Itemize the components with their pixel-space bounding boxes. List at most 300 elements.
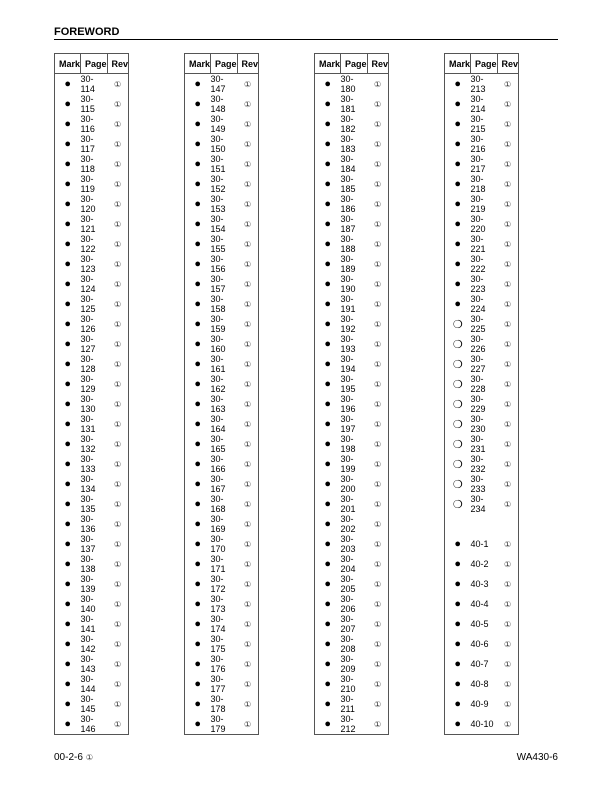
page-cell: 30-162	[210, 374, 226, 394]
mark-cell: ●	[454, 678, 462, 690]
rev-cell: ①	[243, 379, 252, 389]
mark-cell: ●	[194, 378, 202, 390]
mark-cell: ●	[194, 498, 202, 510]
table-row	[185, 654, 259, 674]
rev-cell: ①	[243, 259, 252, 269]
page-cell: 30-126	[80, 314, 96, 334]
rev-cell: ①	[503, 699, 512, 709]
page-cell: 30-206	[340, 594, 356, 614]
rev-cell: ①	[373, 159, 382, 169]
page-cell: 30-135	[80, 494, 96, 514]
page-number: 00-2-6	[54, 752, 83, 763]
page-cell: 30-150	[210, 134, 226, 154]
rev-cell: ①	[503, 239, 512, 249]
page-cell: 30-165	[210, 434, 226, 454]
rev-cell: ①	[113, 259, 122, 269]
mark-cell: ●	[324, 578, 332, 590]
page-cell: 30-122	[80, 234, 96, 254]
table-row	[315, 174, 389, 194]
rev-cell: ①	[113, 159, 122, 169]
table-row	[185, 74, 259, 95]
rev-cell: ①	[113, 379, 122, 389]
mark-cell: ●	[64, 478, 72, 490]
mark-cell: ●	[324, 98, 332, 110]
page-title: FOREWORD	[54, 26, 120, 38]
table-row	[55, 454, 129, 474]
page-cell: 30-163	[210, 394, 226, 414]
rev-cell: ①	[373, 699, 382, 709]
rev-cell: ①	[373, 459, 382, 469]
table-row	[445, 214, 519, 234]
mark-cell: ●	[64, 198, 72, 210]
page-cell: 30-187	[340, 214, 356, 234]
footer-page-number	[54, 752, 93, 763]
page-cell: 30-211	[340, 694, 355, 714]
mark-cell: ●	[64, 438, 72, 450]
table-row	[445, 334, 519, 354]
mark-cell: ●	[194, 238, 202, 250]
mark-cell: ●	[64, 218, 72, 230]
mark-cell: ●	[324, 118, 332, 130]
rev-cell: ①	[243, 479, 252, 489]
rev-cell: ①	[503, 679, 512, 689]
table-row	[185, 394, 259, 414]
mark-cell: ●	[324, 258, 332, 270]
mark-cell: ●	[454, 258, 462, 270]
rev-cell: ①	[503, 619, 512, 629]
col-header-page: Page	[471, 54, 498, 74]
table-row	[185, 414, 259, 434]
table-row	[55, 554, 129, 574]
mark-cell: ●	[324, 378, 332, 390]
mark-cell: ●	[324, 498, 332, 510]
page-cell: 30-229	[470, 394, 486, 414]
rev-cell: ①	[243, 579, 252, 589]
rev-cell	[497, 514, 519, 534]
page-cell: 30-115	[80, 94, 95, 114]
rev-cell: ①	[503, 79, 512, 89]
table-row	[445, 454, 519, 474]
table-row	[55, 694, 129, 714]
mark-cell	[445, 514, 471, 534]
mark-cell: ●	[194, 138, 202, 150]
mark-cell: ●	[64, 698, 72, 710]
table-row	[55, 394, 129, 414]
page-cell: 30-158	[210, 294, 226, 314]
rev-cell: ①	[243, 499, 252, 509]
rev-cell: ①	[503, 599, 512, 609]
page-cell: 30-214	[470, 94, 486, 114]
rev-cell: ①	[243, 279, 252, 289]
table-row	[55, 74, 129, 95]
mark-cell: ●	[64, 358, 72, 370]
page-cell: 30-142	[80, 634, 96, 654]
mark-cell: ●	[324, 438, 332, 450]
rev-cell: ①	[503, 179, 512, 189]
table-row	[55, 474, 129, 494]
page-cell: 30-216	[470, 134, 486, 154]
rev-cell: ①	[113, 599, 122, 609]
rev-cell: ①	[113, 399, 122, 409]
col-header-page: Page	[341, 54, 368, 74]
mark-cell: ●	[324, 558, 332, 570]
page-cell: 30-204	[340, 554, 356, 574]
mark-cell: ❍	[452, 398, 463, 411]
table-row	[55, 154, 129, 174]
page-cell: 30-155	[210, 234, 226, 254]
page-cell: 30-184	[340, 154, 356, 174]
table-row	[315, 474, 389, 494]
mark-cell: ●	[454, 598, 462, 610]
rev-cell: ①	[503, 379, 512, 389]
page-cell: 30-207	[340, 614, 356, 634]
table-row	[185, 474, 259, 494]
mark-cell: ●	[454, 98, 462, 110]
table-row	[55, 254, 129, 274]
table-row	[445, 314, 519, 334]
page-cell: 30-198	[340, 434, 356, 454]
table-row	[315, 434, 389, 454]
table-row	[185, 314, 259, 334]
table-row	[55, 514, 129, 534]
page-cell: 30-199	[340, 454, 356, 474]
page-cell: 30-221	[470, 234, 486, 254]
table-row	[55, 294, 129, 314]
mark-cell: ●	[324, 398, 332, 410]
table-row	[445, 194, 519, 214]
page-cell: 30-138	[80, 554, 96, 574]
page-cell: 30-179	[210, 714, 226, 734]
mark-cell: ❍	[452, 418, 463, 431]
index-table-2	[184, 53, 259, 735]
page-cell: 30-175	[210, 634, 226, 654]
mark-cell: ●	[324, 678, 332, 690]
page-cell: 30-180	[340, 74, 356, 94]
page-cell: 30-157	[210, 274, 226, 294]
table-row	[315, 694, 389, 714]
rev-cell: ①	[243, 519, 252, 529]
page-cell: 30-195	[340, 374, 356, 394]
mark-cell: ●	[64, 238, 72, 250]
page-cell: 30-118	[80, 154, 95, 174]
mark-cell: ●	[454, 118, 462, 130]
page-cell: 30-225	[470, 314, 486, 334]
rev-cell: ①	[113, 139, 122, 149]
mark-cell: ●	[194, 98, 202, 110]
mark-cell: ●	[324, 218, 332, 230]
page-cell: 30-208	[340, 634, 356, 654]
mark-cell: ●	[194, 678, 202, 690]
page-cell: 30-120	[80, 194, 96, 214]
mark-cell: ●	[324, 78, 332, 90]
page-cell: 30-171	[210, 554, 226, 574]
mark-cell: ●	[194, 218, 202, 230]
table-row	[185, 134, 259, 154]
rev-cell: ①	[113, 659, 122, 669]
mark-cell: ●	[454, 658, 462, 670]
rev-cell: ①	[113, 79, 122, 89]
rev-cell: ①	[113, 99, 122, 109]
rev-cell: ①	[243, 539, 252, 549]
mark-cell: ●	[324, 618, 332, 630]
table-row	[315, 354, 389, 374]
rev-cell: ①	[113, 219, 122, 229]
rev-cell: ①	[373, 259, 382, 269]
mark-cell: ●	[194, 438, 202, 450]
rev-cell: ①	[243, 219, 252, 229]
mark-cell: ●	[454, 578, 462, 590]
rev-cell: ①	[243, 399, 252, 409]
rev-cell: ①	[243, 179, 252, 189]
page-cell: 30-230	[470, 414, 486, 434]
table-row	[445, 354, 519, 374]
page-cell: 30-191	[340, 294, 356, 314]
mark-cell: ❍	[452, 458, 463, 471]
mark-cell: ●	[194, 78, 202, 90]
page-cell: 30-193	[340, 334, 356, 354]
table-row	[185, 294, 259, 314]
page-cell: 40-1	[470, 539, 489, 549]
page-cell: 30-146	[80, 714, 96, 734]
page-cell: 30-140	[80, 594, 96, 614]
mark-cell: ●	[194, 518, 202, 530]
rev-cell: ①	[373, 99, 382, 109]
rev-cell: ①	[243, 239, 252, 249]
page-cell: 30-132	[80, 434, 96, 454]
page-cell: 30-153	[210, 194, 226, 214]
col-header-page: Page	[211, 54, 238, 74]
page-cell: 30-192	[340, 314, 356, 334]
page-cell: 30-161	[210, 354, 226, 374]
rev-cell: ①	[113, 559, 122, 569]
col-header-mark: Mark	[445, 54, 471, 74]
mark-cell: ●	[454, 138, 462, 150]
table-row	[315, 654, 389, 674]
table-row	[315, 314, 389, 334]
table-row	[55, 574, 129, 594]
mark-cell: ●	[64, 578, 72, 590]
rev-cell: ①	[503, 659, 512, 669]
table-row	[55, 374, 129, 394]
mark-cell: ●	[324, 278, 332, 290]
mark-cell: ●	[324, 178, 332, 190]
table-row	[445, 394, 519, 414]
table-row	[185, 714, 259, 735]
rev-cell: ①	[113, 179, 122, 189]
table-row	[185, 154, 259, 174]
rev-cell: ①	[373, 439, 382, 449]
page-cell: 30-152	[210, 174, 226, 194]
mark-cell: ●	[454, 178, 462, 190]
page-cell: 30-174	[210, 614, 226, 634]
rev-cell: ①	[503, 579, 512, 589]
page-cell: 30-232	[470, 454, 486, 474]
rev-cell: ①	[373, 119, 382, 129]
rev-cell: ①	[503, 419, 512, 429]
mark-cell: ❍	[452, 498, 463, 511]
rev-cell: ①	[243, 79, 252, 89]
table-row	[445, 154, 519, 174]
rev-cell: ①	[373, 279, 382, 289]
rev-cell: ①	[373, 379, 382, 389]
mark-cell: ●	[64, 258, 72, 270]
mark-cell: ●	[194, 598, 202, 610]
page-cell: 30-167	[210, 474, 226, 494]
mark-cell: ●	[194, 478, 202, 490]
table-row	[185, 94, 259, 114]
mark-cell: ●	[454, 218, 462, 230]
page-cell: 30-172	[210, 574, 226, 594]
mark-cell: ●	[194, 158, 202, 170]
mark-cell: ●	[324, 598, 332, 610]
table-row	[185, 214, 259, 234]
rev-cell: ①	[243, 159, 252, 169]
page-cell: 40-7	[470, 659, 489, 669]
rev-cell: ①	[113, 459, 122, 469]
mark-cell: ●	[194, 258, 202, 270]
table-row	[445, 574, 519, 594]
table-row	[185, 514, 259, 534]
mark-cell: ●	[454, 198, 462, 210]
mark-cell: ●	[194, 198, 202, 210]
page-cell: 30-145	[80, 694, 96, 714]
page-header	[54, 26, 558, 40]
mark-cell: ●	[194, 398, 202, 410]
mark-cell: ●	[324, 298, 332, 310]
rev-cell: ①	[113, 519, 122, 529]
page-cell: 30-190	[340, 274, 356, 294]
page-cell: 40-10	[470, 719, 494, 729]
rev-cell: ①	[113, 359, 122, 369]
page-cell: 30-210	[340, 674, 356, 694]
table-row	[55, 674, 129, 694]
mark-cell: ●	[64, 678, 72, 690]
page-cell: 30-154	[210, 214, 226, 234]
mark-cell: ●	[194, 318, 202, 330]
page-cell: 30-131	[80, 414, 96, 434]
table-row	[315, 514, 389, 534]
page-cell: 30-203	[340, 534, 356, 554]
rev-cell: ①	[373, 619, 382, 629]
rev-cell: ①	[373, 79, 382, 89]
table-row	[445, 374, 519, 394]
rev-cell: ①	[243, 639, 252, 649]
page-cell: 40-4	[470, 599, 489, 609]
mark-cell: ●	[454, 618, 462, 630]
page-cell: 30-213	[470, 74, 486, 94]
page-cell: 30-147	[210, 74, 226, 94]
footer-model: WA430-6	[516, 752, 558, 763]
page-cell: 40-8	[470, 679, 489, 689]
table-row	[55, 214, 129, 234]
table-row	[55, 414, 129, 434]
rev-cell: ①	[503, 299, 512, 309]
page-cell: 30-223	[470, 274, 486, 294]
page-cell: 30-141	[80, 614, 96, 634]
rev-cell: ①	[243, 319, 252, 329]
index-table-3	[314, 53, 389, 735]
page-cell: 30-151	[210, 154, 226, 174]
rev-cell: ①	[373, 579, 382, 589]
mark-cell: ●	[454, 558, 462, 570]
table-row	[315, 134, 389, 154]
page-cell: 30-188	[340, 234, 356, 254]
page-cell: 30-133	[80, 454, 96, 474]
table-row	[315, 534, 389, 554]
page-cell: 30-125	[80, 294, 96, 314]
mark-cell: ●	[64, 318, 72, 330]
rev-cell: ①	[373, 419, 382, 429]
mark-cell: ●	[454, 538, 462, 550]
table-row	[315, 334, 389, 354]
page-cell: 30-114	[80, 74, 95, 94]
table-row	[445, 434, 519, 454]
rev-cell: ①	[113, 439, 122, 449]
mark-cell: ●	[454, 238, 462, 250]
page-cell: 30-137	[80, 534, 96, 554]
col-header-mark: Mark	[55, 54, 81, 74]
mark-cell: ●	[194, 458, 202, 470]
rev-cell: ①	[243, 139, 252, 149]
page-cell: 30-139	[80, 574, 96, 594]
table-row	[185, 574, 259, 594]
mark-cell: ●	[64, 638, 72, 650]
rev-cell: ①	[243, 719, 252, 729]
page-revision: ①	[85, 753, 94, 762]
table-row	[55, 134, 129, 154]
mark-cell: ●	[194, 558, 202, 570]
mark-cell: ●	[194, 538, 202, 550]
rev-cell: ①	[373, 679, 382, 689]
page-cell: 30-160	[210, 334, 226, 354]
rev-cell: ①	[373, 519, 382, 529]
mark-cell: ●	[64, 598, 72, 610]
table-row	[185, 434, 259, 454]
rev-cell: ①	[243, 339, 252, 349]
table-row	[315, 554, 389, 574]
page-cell: 30-127	[80, 334, 96, 354]
rev-cell: ①	[373, 139, 382, 149]
mark-cell: ●	[64, 498, 72, 510]
rev-cell: ①	[243, 439, 252, 449]
col-header-rev: Rev	[107, 54, 129, 74]
mark-cell: ●	[64, 298, 72, 310]
table-row	[445, 714, 519, 735]
rev-cell: ①	[113, 199, 122, 209]
page-cell: 30-166	[210, 454, 226, 474]
mark-cell: ●	[194, 338, 202, 350]
mark-cell: ●	[64, 618, 72, 630]
mark-cell: ●	[194, 118, 202, 130]
mark-cell: ●	[64, 338, 72, 350]
rev-cell: ①	[243, 459, 252, 469]
table-row	[55, 334, 129, 354]
table-row	[185, 354, 259, 374]
page-cell: 30-212	[340, 714, 356, 734]
table-row	[55, 354, 129, 374]
col-header-mark: Mark	[315, 54, 341, 74]
rev-cell: ①	[503, 399, 512, 409]
rev-cell: ①	[503, 539, 512, 549]
mark-cell: ●	[194, 418, 202, 430]
page-cell: 30-168	[210, 494, 226, 514]
page-cell: 30-130	[80, 394, 96, 414]
page-cell: 30-200	[340, 474, 356, 494]
col-header-rev: Rev	[237, 54, 259, 74]
table-row	[185, 334, 259, 354]
mark-cell: ●	[454, 698, 462, 710]
rev-cell: ①	[373, 339, 382, 349]
